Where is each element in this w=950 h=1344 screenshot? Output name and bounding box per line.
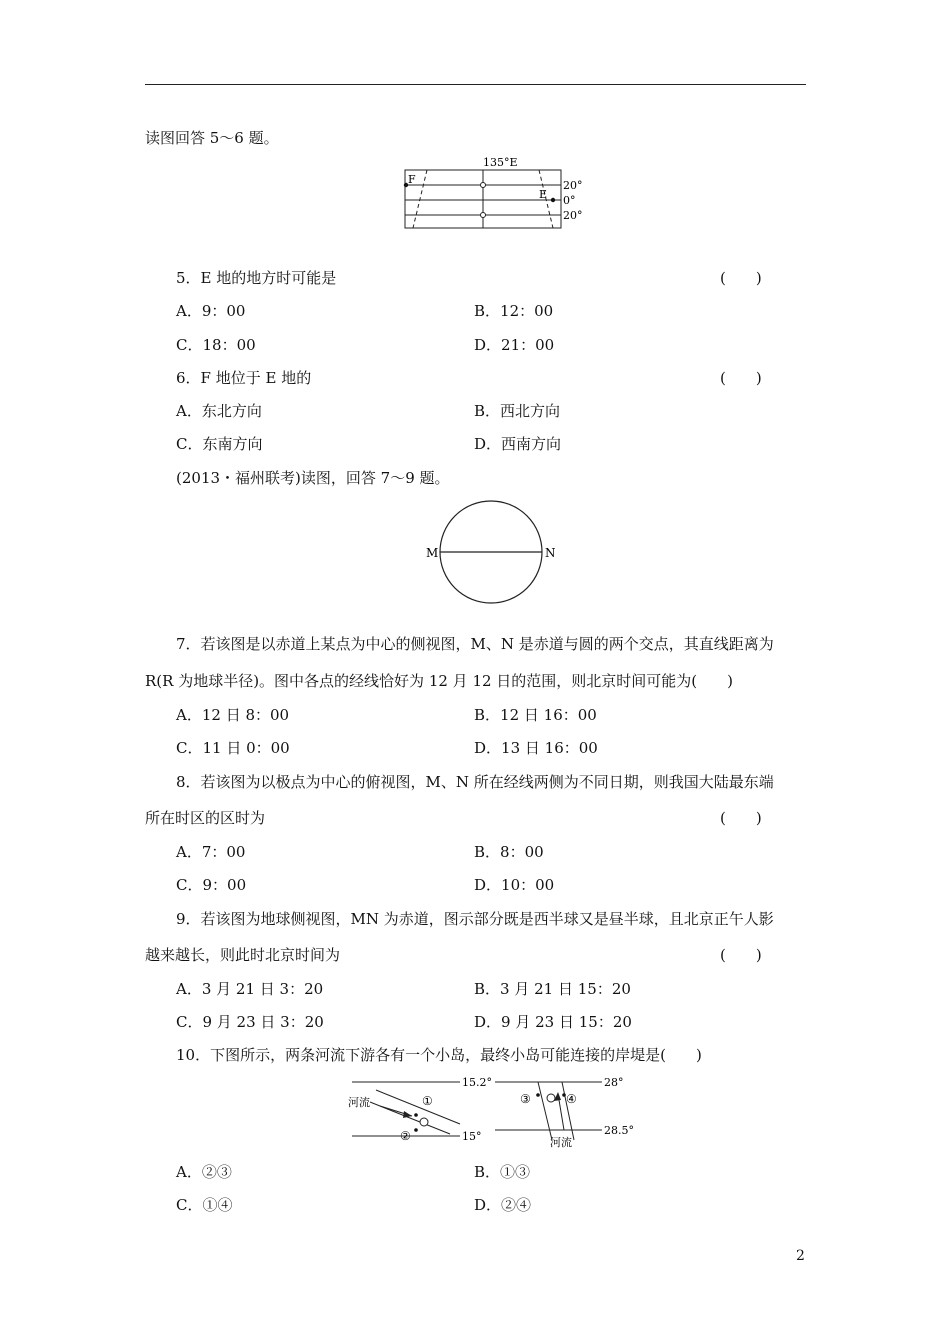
bank1-dot: [414, 1113, 418, 1117]
bank2-label: ②: [400, 1129, 411, 1143]
bank1-label: ①: [422, 1094, 433, 1108]
left-lat-bottom-label: 15°: [462, 1130, 482, 1143]
q7-option-b: B．12 日 16：00: [474, 706, 597, 724]
q8-option-a: A．7：00: [176, 843, 246, 861]
q10-option-d: D．②④: [474, 1196, 532, 1214]
q8-option-c: C．9：00: [176, 876, 247, 894]
grid-point-top: [481, 183, 486, 188]
right-lat-bottom-label: 28.5°: [604, 1124, 634, 1137]
left-island: [420, 1118, 428, 1126]
left-lat-top-label: 15.2°: [462, 1076, 492, 1089]
q6-option-a: A．东北方向: [176, 402, 262, 420]
figure-rivers-islands: [340, 1072, 640, 1152]
label-m: M: [426, 546, 439, 560]
right-island: [547, 1094, 555, 1102]
q8-option-d: D．10：00: [474, 876, 555, 894]
bank4-label: ④: [566, 1092, 577, 1106]
left-flow-arrowhead: [403, 1111, 412, 1118]
figure-lat-lon-grid: [395, 150, 595, 235]
page-number: 2: [796, 1248, 805, 1264]
q6-option-b: B．西北方向: [474, 402, 561, 420]
q9-option-b: B．3 月 21 日 15：20: [474, 980, 631, 998]
lat-label-0: 0°: [563, 194, 576, 207]
point-f-label: F: [408, 173, 416, 186]
q6-option-c: C．东南方向: [176, 435, 263, 453]
lat-label-20s: 20°: [563, 209, 583, 222]
figure-circle-mn: [420, 498, 570, 608]
q5-stem: 5．E 地的地方时可能是: [176, 269, 337, 287]
intro-q7-9: (2013・福州联考)读图，回答 7～9 题。: [176, 469, 450, 487]
q7-option-c: C．11 日 0：00: [176, 739, 290, 757]
q7-option-d: D．13 日 16：00: [474, 739, 598, 757]
q5-option-a: A．9：00: [176, 302, 246, 320]
q6-stem: 6．F 地位于 E 地的: [176, 369, 312, 387]
bank3-label: ③: [520, 1092, 531, 1106]
lat-label-20n: 20°: [563, 179, 583, 192]
q9-option-c: C．9 月 23 日 3：20: [176, 1013, 324, 1031]
grid-point-bottom: [481, 213, 486, 218]
q6-answer-blank: ( ): [720, 369, 762, 387]
right-river-bank-right: [562, 1082, 574, 1140]
bank2-dot: [414, 1128, 418, 1132]
q9-answer-blank: ( ): [720, 946, 762, 964]
right-lat-top-label: 28°: [604, 1076, 624, 1089]
q7-stem-line2: R(R 为地球半径)。图中各点的经线恰好为 12 月 12 日的范围，则北京时间可能为( ): [145, 672, 734, 690]
q10-option-c: C．①④: [176, 1196, 233, 1214]
q9-option-d: D．9 月 23 日 15：20: [474, 1013, 632, 1031]
q5-option-b: B．12：00: [474, 302, 554, 320]
q8-stem-line2: 所在时区的区时为: [145, 809, 266, 827]
q8-option-b: B．8：00: [474, 843, 544, 861]
q7-stem-line1: 7．若该图是以赤道上某点为中心的侧视图，M、N 是赤道与圆的两个交点，其直线距离为: [176, 635, 774, 653]
q8-answer-blank: ( ): [720, 809, 762, 827]
right-river-label: 河流: [550, 1136, 572, 1149]
point-e-label: E: [539, 188, 548, 201]
left-river-bank-upper: [376, 1090, 460, 1124]
lon-label: 135°E: [483, 156, 518, 169]
intro-q5-6: 读图回答 5～6 题。: [145, 129, 279, 147]
q5-option-d: D．21：00: [474, 336, 555, 354]
q10-option-a: A．②③: [176, 1163, 232, 1181]
q6-option-d: D．西南方向: [474, 435, 562, 453]
header-rule: [145, 84, 806, 85]
q10-stem: 10．下图所示，两条河流下游各有一个小岛，最终小岛可能连接的岸堤是( ): [176, 1046, 702, 1064]
q5-answer-blank: ( ): [720, 269, 762, 287]
right-river-bank-left: [538, 1082, 552, 1140]
left-river-label: 河流: [348, 1096, 370, 1109]
q7-option-a: A．12 日 8：00: [176, 706, 290, 724]
q5-option-c: C．18：00: [176, 336, 256, 354]
q9-stem-line2: 越来越长，则此时北京时间为: [145, 946, 341, 964]
bank3-dot: [536, 1093, 540, 1097]
q8-stem-line1: 8．若该图为以极点为中心的俯视图，M、N 所在经线两侧为不同日期，则我国大陆最东端: [176, 773, 774, 791]
point-e-dot: [551, 198, 555, 202]
q10-option-b: B．①③: [474, 1163, 531, 1181]
q9-stem-line1: 9．若该图为地球侧视图，MN 为赤道，图示部分既是西半球又是昼半球，且北京正午人影: [176, 910, 774, 928]
label-n: N: [545, 546, 556, 560]
q9-option-a: A．3 月 21 日 3：20: [176, 980, 324, 998]
